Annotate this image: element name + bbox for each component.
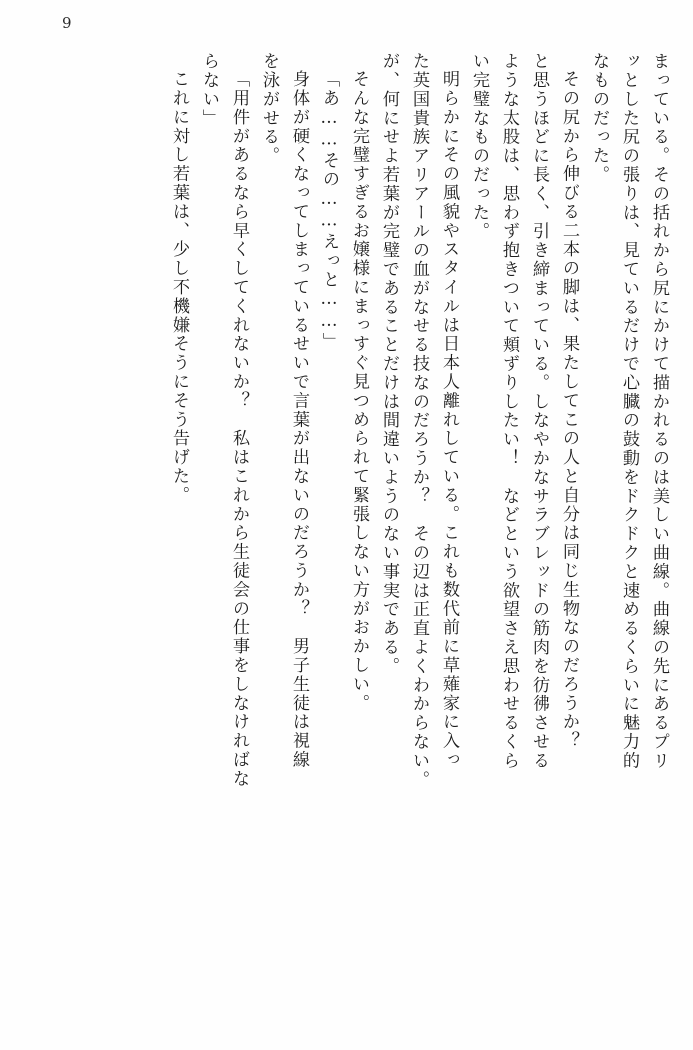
vertical-text-body	[28, 52, 667, 1024]
text-column: らない」	[199, 52, 219, 128]
text-column: そんな完璧すぎるお嬢様にまっすぐ見つめられて緊張しない方がおかしい。	[349, 70, 369, 713]
page-number: 9	[62, 14, 72, 32]
text-column: ッとした尻の張りは、見ているだけで心臓の鼓動をドクドクと速めるくらいに魅力的	[619, 52, 639, 771]
text-column: を泳がせる。	[259, 52, 279, 166]
text-column: ような太股は、思わず抱きついて頬ずりしたい！ などという欲望さえ思わせるくら	[499, 52, 519, 771]
text-column: これに対し若葉は、少し不機嫌そうにそう告げた。	[169, 70, 189, 505]
text-column: が、何にせよ若葉が完璧であることだけは間違いようのない事実である。	[379, 52, 399, 676]
text-column: 「用件があるなら早くしてくれないか？ 私はこれから生徒会の仕事をしなければな	[229, 70, 249, 789]
text-column: 「あ……その……えっと……」	[319, 70, 339, 352]
text-column: い完璧なものだった。	[469, 52, 489, 241]
text-column: なものだった。	[589, 52, 609, 185]
text-column: た英国貴族アリアールの血がなせる技なのだろうか？ その辺は正直よくわからない。	[409, 52, 429, 790]
text-column: と思うほどに長く、引き締まっている。しなやかなサラブレッドの筋肉を彷彿させる	[529, 52, 549, 771]
text-column: まっている。その括れから尻にかけて描かれるのは美しい曲線。曲線の先にあるプリ	[649, 52, 669, 771]
text-column: 身体が硬くなってしまっているせいで言葉が出ないのだろうか？ 男子生徒は視線	[289, 70, 309, 770]
text-column: その尻から伸びる二本の脚は、果たしてこの人と自分は同じ生物なのだろうか？	[559, 70, 579, 751]
text-column: 明らかにその風貌やスタイルは日本人離れしている。これも数代前に草薙家に入っ	[439, 70, 459, 770]
